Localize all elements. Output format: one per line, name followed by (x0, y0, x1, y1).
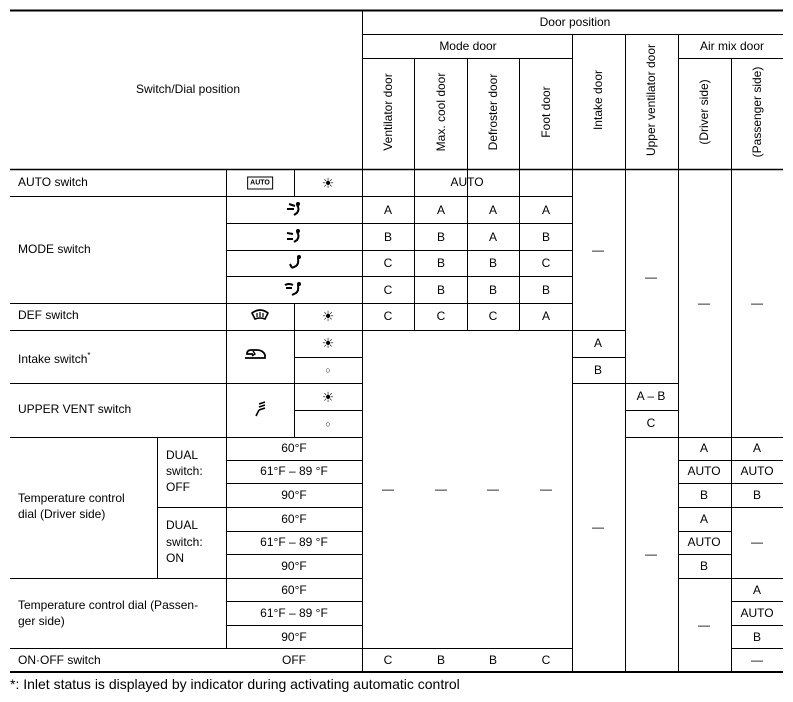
cell: AUTO (740, 464, 774, 478)
col-foot: Foot door (539, 86, 553, 138)
label-mode-switch: MODE switch (18, 242, 91, 256)
sun-icon: ☀ (321, 389, 335, 405)
mode-foot-icon (285, 254, 303, 270)
mode-bilevel-icon (285, 228, 303, 244)
header-air-mix-door: Air mix door (699, 39, 765, 53)
cell: A (752, 583, 762, 597)
temp-90: 90°F (281, 630, 307, 644)
dash: — (645, 270, 657, 284)
temp-61-89: 61°F – 89 °F (260, 606, 328, 620)
label-temp-driver-line1: Temperature control (18, 491, 125, 505)
cell: B (488, 283, 498, 297)
sun-icon: ☀ (321, 175, 335, 191)
temp-60: 60°F (281, 441, 307, 455)
dash: — (698, 296, 710, 310)
label-def-switch: DEF switch (18, 308, 79, 322)
cell: B (383, 230, 393, 244)
dash: — (751, 653, 763, 667)
cell: A (541, 309, 551, 323)
cell: C (383, 283, 393, 297)
temp-90: 90°F (281, 559, 307, 573)
upper-on-value: A – B (636, 389, 666, 403)
label-upper-vent-switch: UPPER VENT switch (18, 402, 132, 416)
temp-90: 90°F (281, 488, 307, 502)
dash: — (382, 482, 394, 496)
cell: A (488, 203, 498, 217)
col-intake: Intake door (591, 69, 605, 131)
label-dual-on-1: DUAL (166, 518, 199, 532)
dash: — (645, 547, 657, 561)
col-passenger: (Passenger side) (750, 66, 764, 158)
cell: B (752, 630, 762, 644)
dash: — (592, 520, 604, 534)
cell: A (699, 441, 709, 455)
cell: C (541, 256, 551, 270)
cell: B (436, 230, 446, 244)
cell: C (488, 309, 498, 323)
cell: A (488, 230, 498, 244)
temp-60: 60°F (281, 583, 307, 597)
cell: B (488, 256, 498, 270)
dash: — (592, 243, 604, 257)
cell: B (752, 488, 762, 502)
dash: — (487, 482, 499, 496)
auto-badge-icon: AUTO (247, 177, 273, 190)
col-defroster: Defroster door (486, 73, 500, 151)
label-onoff-switch: ON·OFF switch (18, 653, 101, 667)
dash: — (751, 296, 763, 310)
label-temp-pass-line2: ger side) (18, 614, 65, 628)
upper-off-value: C (646, 416, 656, 430)
cell: C (383, 309, 393, 323)
label-temp-driver-line2: dial (Driver side) (18, 507, 106, 521)
cell: A (383, 203, 393, 217)
cell: B (699, 488, 709, 502)
cell: B (436, 283, 446, 297)
cell: A (541, 203, 551, 217)
dash: — (540, 482, 552, 496)
cell: AUTO (740, 606, 774, 620)
cell: C (541, 653, 551, 667)
label-temp-pass-line1: Temperature control dial (Passen- (18, 598, 199, 612)
header-door-position: Door position (539, 15, 611, 29)
col-driver: (Driver side) (697, 79, 711, 145)
header-mode-door: Mode door (439, 39, 497, 53)
footnote: *: Inlet status is displayed by indicator during activating automatic control (10, 676, 460, 692)
label-dual-off-3: OFF (166, 480, 190, 494)
label-dual-on-3: ON (166, 551, 184, 565)
mode-vent-icon (285, 201, 303, 217)
sun-icon: ☀ (321, 308, 335, 324)
temp-61-89: 61°F – 89 °F (260, 464, 328, 478)
intake-on-value: A (593, 336, 603, 350)
cell: B (699, 559, 709, 573)
label-auto-switch: AUTO switch (18, 175, 88, 189)
defrost-icon (250, 308, 270, 322)
col-upper-vent: Upper ventilator door (644, 43, 658, 157)
cell: B (436, 653, 446, 667)
dash: — (698, 618, 710, 632)
col-ventilator: Ventilator door (381, 73, 395, 151)
recirculation-icon (243, 348, 267, 362)
header-switch-dial: Switch/Dial position (135, 82, 241, 96)
cell: A (436, 203, 446, 217)
label-dual-on-2: switch: (166, 535, 203, 549)
auto-row-value: AUTO (450, 175, 484, 189)
cell: B (541, 283, 551, 297)
cell: AUTO (687, 535, 721, 549)
label-dual-off-1: DUAL (166, 448, 199, 462)
dash: — (435, 482, 447, 496)
col-max-cool: Max. cool door (434, 72, 448, 152)
cell: AUTO (687, 464, 721, 478)
cell: A (699, 512, 709, 526)
cell: B (541, 230, 551, 244)
off-circle-icon: ○ (325, 419, 331, 429)
label-intake-switch: Intake switch* (18, 351, 91, 366)
dash: — (751, 535, 763, 549)
mode-foot-def-icon (283, 281, 303, 297)
cell: C (383, 653, 393, 667)
onoff-value: OFF (282, 653, 306, 667)
upper-vent-icon (253, 400, 267, 418)
temp-61-89: 61°F – 89 °F (260, 535, 328, 549)
off-circle-icon: ○ (325, 365, 331, 375)
cell: A (752, 441, 762, 455)
label-dual-off-2: switch: (166, 464, 203, 478)
sun-icon: ☀ (321, 335, 335, 351)
cell: B (436, 256, 446, 270)
cell: C (383, 256, 393, 270)
intake-off-value: B (593, 363, 603, 377)
temp-60: 60°F (281, 512, 307, 526)
cell: C (436, 309, 446, 323)
cell: B (488, 653, 498, 667)
